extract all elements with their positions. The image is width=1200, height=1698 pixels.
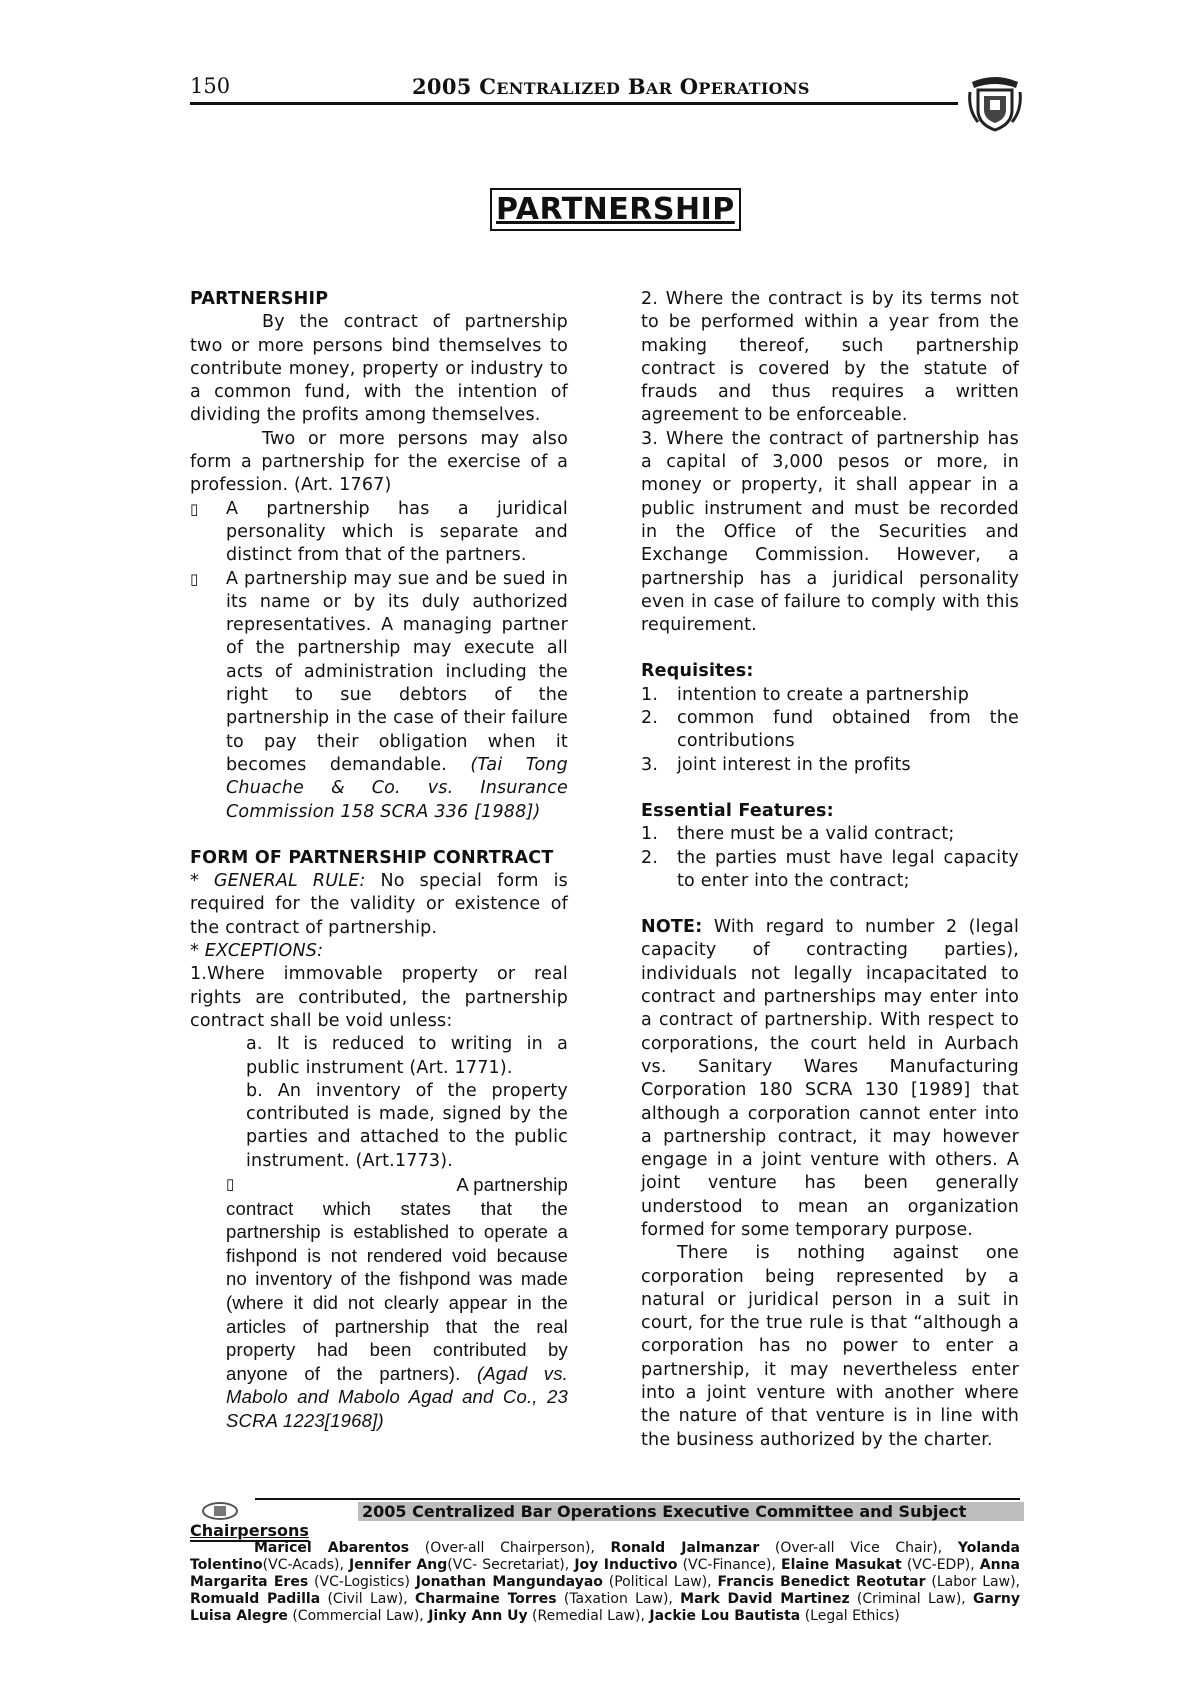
list-item: 1. intention to create a partnership [641, 684, 970, 705]
chairpersons-label: Chairpersons [190, 1521, 309, 1540]
section-heading: FORM OF PARTNERSHIP CONRTRACT [190, 847, 554, 868]
paragraph: 2. Where the contract is by its terms not to be performed within a year from the making thereof, such partnership contract is covered by the statute of frauds and thus requires a written agreement to be enforceable. [641, 289, 1019, 426]
exception-subitem: b. An inventory of the property contributed is made, signed by the parties and attached to the public instrument. (Art.1773). [246, 1080, 568, 1171]
paragraph: Two or more persons may also form a partnership for the exercise of a profession. (Art. 1767) [190, 428, 568, 496]
seal-icon [966, 74, 1024, 134]
left-column [190, 288, 568, 1433]
citation: (Agad vs. Mabolo and Mabolo Agad and Co., 23 SCRA 1223[1968]) [226, 1362, 568, 1431]
list-item: ▯ A partnership has a juridical personality which is separate and distinct from that of the partners. [190, 498, 568, 568]
page-title: PARTNERSHIP [490, 188, 741, 231]
note: NOTE: With regard to number 2 (legal capacity of contracting parties), individuals not legally incapacitated to contract and partnerships may enter into a contract of partnership. With respect to corporations, the court held in Aurbach vs. Sanitary Wares Manufacturing Corporation 180 SCRA 130 [1989] that although a corporation cannot enter into a partnership contract, it may however engage in a joint venture with others. A joint venture has been generally understood to mean an organization formed for some temporary purpose. [641, 917, 1020, 1240]
exception-subitem: a. It is reduced to writing in a public instrument (Art. 1771). [246, 1034, 568, 1078]
running-title: 2005 CENTRALIZED BAR OPERATIONS [412, 74, 810, 99]
exceptions-label: * EXCEPTIONS: [190, 941, 324, 962]
footer-banner: 2005 Centralized Bar Operations Executive Committee and Subject [358, 1502, 1024, 1521]
page-number: 150 [190, 74, 231, 98]
right-column [641, 288, 1019, 1452]
list-item: 3. joint interest in the profits [641, 754, 911, 775]
paragraph: By the contract of partnership two or more persons bind themselves to contribute money, property or industry to a common fund, with the intention of dividing the profits among themselves. [190, 312, 568, 426]
list-item: 1. there must be a valid contract; [641, 824, 955, 845]
general-rule: * GENERAL RULE: No special form is required for the validity or existence of the contract of partnership. [190, 871, 568, 938]
list-item: 2. the parties must have legal capacity to enter into the contract; [641, 847, 1019, 891]
exception-item: 1.Where immovable property or real rights are contributed, the partnership contract shall be void unless: [190, 964, 568, 1031]
paragraph: 3. Where the contract of partnership has a capital of 3,000 pesos or more, in money or property, it shall appear in a public instrument and must be recorded in the Office of the Securities and Exchange Commission. However, a partnership has a juridical personality even in case of failure to comply with this requirement. [641, 428, 1019, 636]
list-item: 2. common fund obtained from the contributions [641, 708, 1019, 752]
list-item: ▯ A partnership may sue and be sued in its name or by its duly authorized representatives. A managing partner of the partnership may execute all acts of administration including the right to sue debtors of the partnership in the case of their failure to pay their obligation when it becomes demandable. (Tai Tong Chuache & Co. vs. Insurance Commission 158 SCRA 336 [1988]) [190, 568, 568, 824]
footer-rule [255, 1498, 1020, 1500]
list-item: ▯ A partnership contract which states that the partnership is established to operate a fishpond is not rendered void because no inventory of the fishpond was made (where it did not clearly appear in the articles of partnership that the real property had been contributed by anyone of the partners). (Agad vs. Mabolo and Mabolo Agad and Co., 23 SCRA 1223[1968]) [226, 1173, 568, 1431]
paragraph: There is nothing against one corporation being represented by a natural or juridical person in a suit in court, for the true rule is that “although a corporation has no power to enter a partnership, it may nevertheless enter into a joint venture with another where the nature of that venture is in line with the business authorized by the charter. [641, 1243, 1019, 1450]
logo-icon [200, 1500, 240, 1522]
citation: (Tai Tong Chuache & Co. vs. Insurance Commission 158 SCRA 336 [1988]) [226, 754, 568, 822]
bullet-icon: ▯ [226, 1175, 235, 1193]
section-heading: Essential Features: [641, 800, 834, 821]
page-header [190, 72, 958, 105]
bullet-icon: ▯ [190, 569, 199, 588]
section-heading: Requisites: [641, 661, 754, 682]
committee-list: Maricel Abarentos (Over-all Chairperson), Ronald Jalmanzar (Over-all Vice Chair), Yolanda Tolentino(VC-Acads), Jennifer Ang(VC- Secretariat), Joy Inductivo (VC-Finance), Elaine Masukat (VC-EDP), Anna Margarita Eres (VC-Logistics) Jonathan Mangundayao (Political Law), Francis Benedict Reotutar (Labor Law), Romuald Padilla (Civil Law), Charmaine Torres (Taxation Law), Mark David Martinez (Criminal Law), Garny Luisa Alegre (Commercial Law), Jinky Ann Uy (Remedial Law), Jackie Lou Bautista (Legal Ethics) [190, 1540, 1020, 1624]
bullet-icon: ▯ [190, 499, 199, 518]
section-heading: PARTNERSHIP [190, 289, 329, 309]
